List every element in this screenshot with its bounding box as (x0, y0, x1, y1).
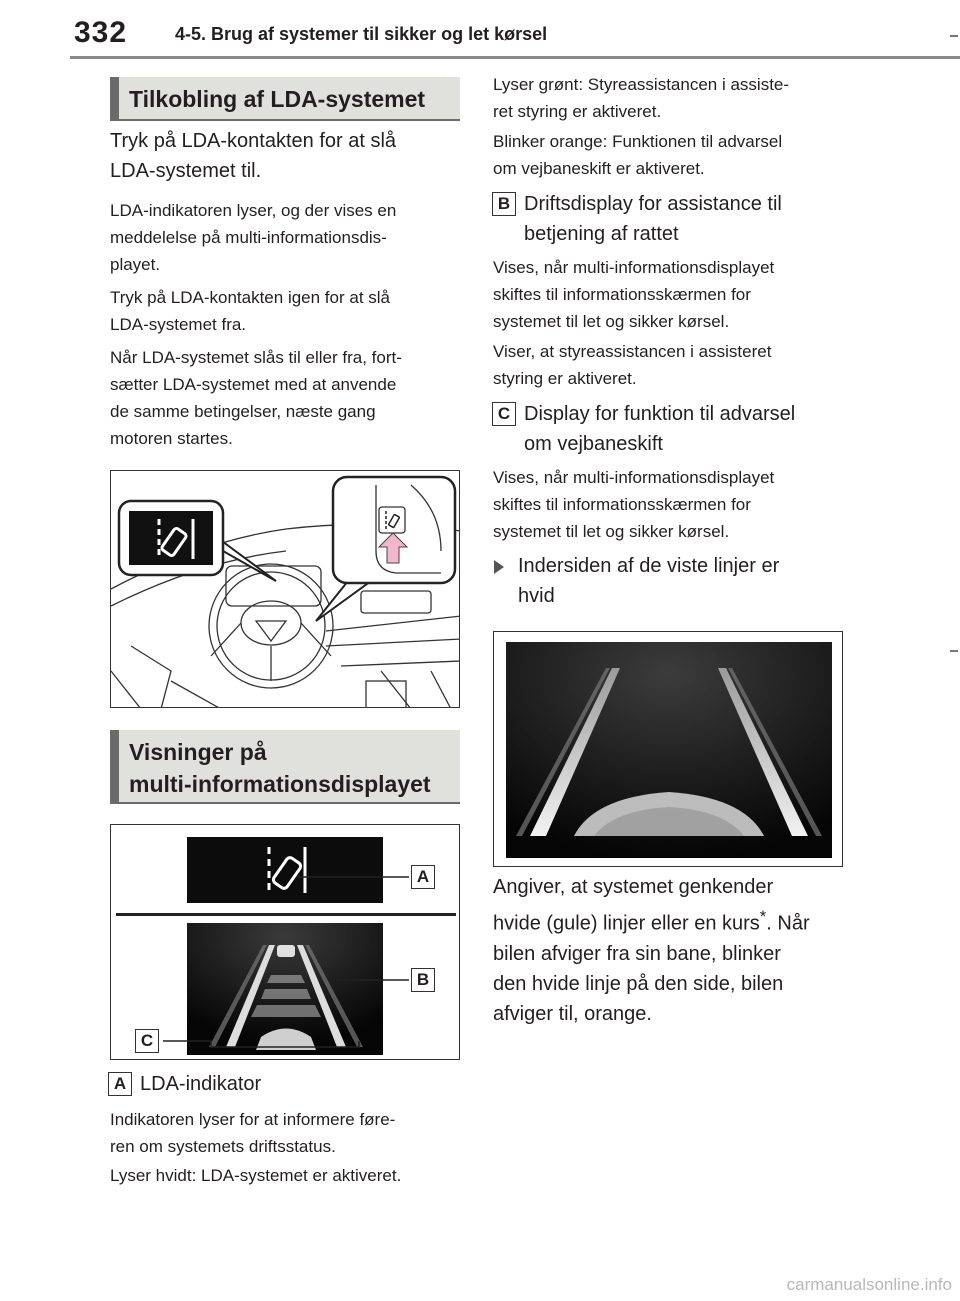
footer-watermark: carmanualsonline.info (786, 1275, 952, 1294)
footnote-asterisk: * (759, 907, 767, 926)
triangle-bullet-icon (494, 560, 504, 574)
dashboard-drawing (111, 471, 460, 708)
badge-b: B (492, 192, 516, 216)
mid-display-figure (110, 824, 460, 1060)
item-c-description: Vises, når multi-informationsdisplayet skiftes til informationsskærmen for systemet til let og sikker kørsel. (493, 468, 775, 541)
final-paragraph: Angiver, at systemet genkender hvide (gule) linjer eller en kurs*. Når bilen afviger fra sin bane, blinker den hvide linje på den side, bilen afviger til, orange. (493, 876, 810, 1025)
bullet-white-lines: Indersiden af de viste linjer er hvid (494, 551, 844, 611)
item-a-green-status: Lyser grønt: Styreassistancen i assiste- ret styring er aktiveret. (493, 75, 790, 121)
intro-text: Tryk på LDA-kontakten for at slå LDA-systemet til. (110, 130, 397, 182)
page-header (0, 0, 960, 64)
section-heading-displays: Visninger på multi-informationsdisplayet (110, 730, 460, 804)
lane-display-drawing (494, 632, 843, 867)
callout-c: C (135, 1029, 159, 1053)
chapter-title: 4-5. Brug af systemer til sikker og let kørsel (175, 24, 548, 44)
margin-tick (950, 650, 958, 652)
paragraph-memory: Når LDA-systemet slås til eller fra, fort- sætter LDA-systemet med at anvende de samme betingelser, næste gang motoren startes. (110, 348, 402, 448)
mid-display-drawing (111, 825, 460, 1060)
section-heading-lda-activation: Tilkobling af LDA-systemet (110, 77, 460, 121)
badge-a: A (108, 1072, 132, 1096)
dashboard-illustration (110, 470, 460, 708)
callout-a: A (411, 865, 435, 889)
badge-c: C (492, 402, 516, 426)
margin-tick (950, 35, 958, 37)
callout-b: B (411, 968, 435, 992)
item-a-orange-status: Blinker orange: Funktionen til advarsel om vejbaneskift er aktiveret. (493, 132, 783, 178)
item-b-description-1: Vises, når multi-informationsdisplayet skiftes til informationsskærmen for systemet til let og sikker kørsel. (493, 258, 775, 331)
lane-display-figure (493, 631, 843, 867)
item-a-white-status: Lyser hvidt: LDA-systemet er aktiveret. (110, 1166, 402, 1185)
lda-indicator-panel (187, 837, 383, 903)
header-divider (70, 56, 960, 59)
page-number: 332 (74, 16, 128, 49)
item-b-description-2: Viser, at styreassistancen i assisteret styring er aktiveret. (493, 342, 772, 388)
paragraph-indicator: LDA-indikatoren lyser, og der vises en meddelelse på multi-informationsdis- playet. (110, 201, 397, 274)
paragraph-switch-off: Tryk på LDA-kontakten igen for at slå LDA-systemet fra. (110, 288, 391, 334)
item-a-description: Indikatoren lyser for at informere føre- ren om systemets driftsstatus. (110, 1110, 396, 1156)
